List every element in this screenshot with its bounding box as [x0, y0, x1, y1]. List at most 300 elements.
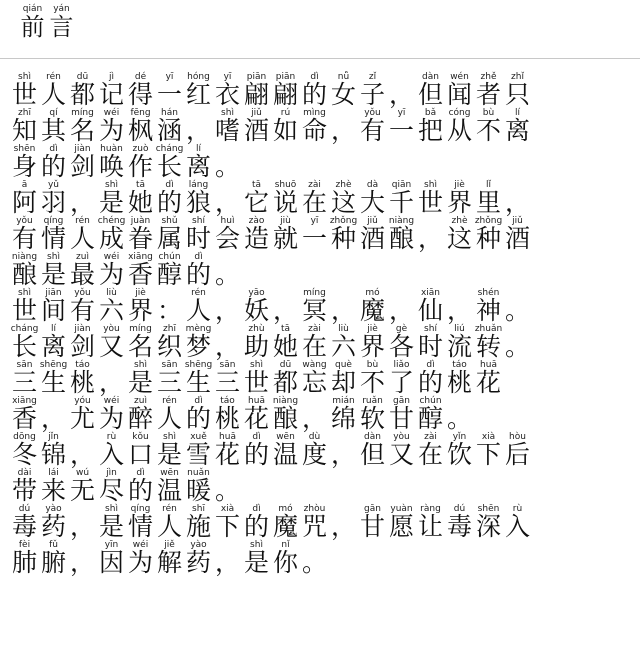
hanzi: 转 [475, 332, 501, 361]
hanzi: ， [185, 116, 211, 145]
hanzi: 人 [40, 80, 66, 109]
pinyin: rú [280, 108, 291, 118]
character-unit [416, 216, 445, 252]
pinyin: nǐ [281, 540, 290, 550]
pinyin: fǔ [49, 540, 58, 550]
page-title [18, 4, 76, 40]
character-unit [445, 504, 474, 540]
hanzi: 的 [127, 476, 153, 505]
hanzi: 深 [475, 512, 501, 541]
hanzi: ， [417, 224, 443, 253]
pinyin: xiāng [12, 396, 37, 406]
hanzi: 来 [40, 476, 66, 505]
character-unit [97, 144, 126, 180]
character-unit [387, 108, 416, 144]
pinyin: gè [395, 324, 408, 334]
hanzi: 了 [388, 368, 414, 397]
character-unit [10, 540, 39, 576]
hanzi: 酿 [11, 260, 37, 289]
hanzi: 界 [127, 296, 153, 325]
character-unit [39, 504, 68, 540]
character-unit [213, 288, 242, 324]
character-unit [126, 216, 155, 252]
character-unit [97, 108, 126, 144]
pinyin: bù [482, 108, 495, 118]
character-unit [300, 432, 329, 468]
character-unit [271, 216, 300, 252]
character-unit [416, 360, 445, 396]
pinyin: míng [129, 324, 152, 334]
hanzi: 情 [127, 512, 153, 541]
pinyin: táo [220, 396, 235, 406]
character-unit [300, 108, 329, 144]
hanzi: 的 [185, 404, 211, 433]
character-unit [358, 108, 387, 144]
hanzi: 一 [301, 224, 327, 253]
hanzi: 织 [156, 332, 182, 361]
hanzi: ， [214, 188, 240, 217]
character-unit [387, 288, 416, 324]
character-unit [474, 360, 503, 396]
hanzi: 温 [272, 440, 298, 469]
hanzi: 这 [330, 188, 356, 217]
character-unit [155, 180, 184, 216]
pinyin: yào [45, 504, 62, 514]
hanzi: 是 [156, 440, 182, 469]
hanzi: 醇 [156, 260, 182, 289]
character-unit [387, 72, 416, 108]
hanzi: 咒 [301, 512, 327, 541]
character-unit [416, 288, 445, 324]
pinyin: rén [162, 396, 177, 406]
hanzi: 尽 [98, 476, 124, 505]
character-unit [68, 540, 97, 576]
character-unit [329, 216, 358, 252]
hanzi: 得 [127, 80, 153, 109]
pinyin: lái [48, 468, 59, 478]
character-unit [300, 72, 329, 108]
character-unit [474, 216, 503, 252]
pinyin: shì [250, 540, 263, 550]
character-unit [503, 504, 532, 540]
character-unit [503, 432, 532, 468]
text-body [10, 72, 635, 576]
hanzi: 却 [330, 368, 356, 397]
pinyin: dú [18, 504, 31, 514]
text-line [10, 468, 635, 504]
hanzi: 人 [69, 224, 95, 253]
pinyin: shì [424, 180, 437, 190]
character-unit [474, 108, 503, 144]
character-unit [213, 504, 242, 540]
character-unit [445, 216, 474, 252]
hanzi: 的 [243, 512, 269, 541]
text-line [10, 108, 635, 144]
hanzi: 饮 [446, 440, 472, 469]
hanzi: 因 [98, 548, 124, 577]
hanzi: 香 [11, 404, 37, 433]
character-unit [126, 72, 155, 108]
character-unit [271, 360, 300, 396]
hanzi: 就 [272, 224, 298, 253]
character-unit [184, 360, 213, 396]
character-unit [213, 144, 242, 180]
hanzi: 涵 [156, 116, 182, 145]
pinyin: ruǎn [362, 396, 383, 406]
hanzi: 毒 [446, 512, 472, 541]
character-unit [329, 72, 358, 108]
pinyin: huàn [100, 144, 123, 154]
character-unit [213, 360, 242, 396]
pinyin: cháng [155, 144, 184, 154]
pinyin: sān [16, 360, 33, 370]
character-unit [300, 504, 329, 540]
hanzi: 梦 [185, 332, 211, 361]
pinyin: piān [246, 72, 267, 82]
hanzi: 酒 [243, 116, 269, 145]
pinyin: wéi [132, 540, 149, 550]
hanzi: 甘 [359, 512, 385, 541]
hanzi: 不 [475, 116, 501, 145]
character-unit [445, 396, 474, 432]
character-unit [126, 288, 155, 324]
hanzi: 情 [40, 224, 66, 253]
character-unit [155, 252, 184, 288]
character-unit [68, 180, 97, 216]
character-unit [10, 324, 39, 360]
pinyin: dōng [13, 432, 36, 442]
pinyin: qíng [130, 504, 151, 514]
pinyin: chún [419, 396, 442, 406]
pinyin: hòu [509, 432, 526, 442]
hanzi: 度 [301, 440, 327, 469]
pinyin: liù [338, 324, 349, 334]
character-unit [445, 72, 474, 108]
hanzi: 的 [243, 440, 269, 469]
character-unit [329, 180, 358, 216]
pinyin: yào [190, 540, 207, 550]
hanzi: 各 [388, 332, 414, 361]
character-unit [10, 288, 39, 324]
pinyin: liú [454, 324, 465, 334]
character-unit [242, 504, 271, 540]
character-unit [300, 360, 329, 396]
character-unit [474, 288, 503, 324]
character-unit [358, 180, 387, 216]
hanzi: 带 [11, 476, 37, 505]
character-unit [474, 324, 503, 360]
hanzi: 香 [127, 260, 153, 289]
character-unit [155, 216, 184, 252]
pinyin: jiǔ [251, 108, 262, 118]
pinyin: dì [252, 504, 261, 514]
hanzi: 世 [11, 296, 37, 325]
pinyin: lí [514, 108, 520, 118]
pinyin: dū [279, 360, 292, 370]
character-unit [10, 468, 39, 504]
hanzi: 的 [40, 152, 66, 181]
hanzi: 剑 [69, 152, 95, 181]
pinyin: táo [452, 360, 467, 370]
hanzi: 花 [243, 404, 269, 433]
pinyin: rén [162, 504, 177, 514]
pinyin: yǒu [74, 288, 91, 298]
hanzi: 种 [330, 224, 356, 253]
hanzi: 醉 [127, 404, 153, 433]
hanzi: 雪 [185, 440, 211, 469]
character-unit [155, 72, 184, 108]
pinyin: liǎo [393, 360, 410, 370]
hanzi: 药 [185, 548, 211, 577]
character-unit [271, 432, 300, 468]
character-unit [18, 4, 47, 40]
hanzi: 温 [156, 476, 182, 505]
character-unit [68, 216, 97, 252]
pinyin: zhè [451, 216, 468, 226]
hanzi: 是 [243, 548, 269, 577]
pinyin: shì [47, 252, 60, 262]
character-unit [97, 216, 126, 252]
pinyin: rén [46, 72, 61, 82]
hanzi: 助 [243, 332, 269, 361]
pinyin: lí [195, 144, 201, 154]
hanzi: 尤 [69, 404, 95, 433]
pinyin: fēng [130, 108, 151, 118]
pinyin: yī [310, 216, 319, 226]
hanzi: ， [330, 440, 356, 469]
pinyin: shì [18, 288, 31, 298]
pinyin: mián [332, 396, 355, 406]
hanzi: 是 [98, 188, 124, 217]
pinyin: qíng [43, 216, 64, 226]
pinyin: huā [480, 360, 497, 370]
character-unit [126, 504, 155, 540]
character-unit [358, 288, 387, 324]
pinyin: sān [219, 360, 236, 370]
character-unit [184, 324, 213, 360]
character-unit [242, 72, 271, 108]
pinyin: cóng [448, 108, 471, 118]
text-line [10, 432, 635, 468]
character-unit [387, 324, 416, 360]
pinyin: yòu [393, 432, 410, 442]
pinyin: jiàn [74, 324, 91, 334]
hanzi: 间 [40, 296, 66, 325]
pinyin: mó [365, 288, 380, 298]
text-line [10, 360, 635, 396]
character-unit [416, 72, 445, 108]
hanzi: 离 [504, 116, 530, 145]
hanzi: 者 [475, 80, 501, 109]
character-unit [155, 288, 184, 324]
character-unit [68, 432, 97, 468]
hanzi: 长 [156, 152, 182, 181]
hanzi: 酒 [359, 224, 385, 253]
hanzi: ， [446, 296, 472, 325]
hanzi: 都 [69, 80, 95, 109]
pinyin: rù [106, 432, 117, 442]
hanzi: 酿 [272, 404, 298, 433]
pinyin: jiàn [74, 144, 91, 154]
hanzi: 她 [272, 332, 298, 361]
hanzi: 红 [185, 80, 211, 109]
pinyin: tā [251, 180, 262, 190]
hanzi: 又 [98, 332, 124, 361]
character-unit [126, 252, 155, 288]
hanzi: 腑 [40, 548, 66, 577]
pinyin: zhě [480, 72, 497, 82]
character-unit [213, 396, 242, 432]
hanzi: 魔 [359, 296, 385, 325]
hanzi: 阿 [11, 188, 37, 217]
hanzi: 。 [214, 260, 240, 289]
hanzi: 冥 [301, 296, 327, 325]
text-line [10, 504, 635, 540]
pinyin: zhǐ [511, 72, 524, 82]
character-unit [184, 216, 213, 252]
pinyin: huì [220, 216, 235, 226]
hanzi: 肺 [11, 548, 37, 577]
pinyin: mèng [185, 324, 212, 334]
character-unit [155, 504, 184, 540]
character-unit [503, 72, 532, 108]
hanzi: 知 [11, 116, 37, 145]
hanzi: 都 [272, 368, 298, 397]
hanzi: 魔 [272, 512, 298, 541]
character-unit [155, 540, 184, 576]
character-unit [445, 432, 474, 468]
hanzi: 后 [504, 440, 530, 469]
pinyin: cháng [10, 324, 39, 334]
character-unit [271, 108, 300, 144]
hanzi: 但 [359, 440, 385, 469]
hanzi: ， [98, 368, 124, 397]
hanzi: 有 [359, 116, 385, 145]
character-unit [184, 540, 213, 576]
hanzi: 会 [214, 224, 240, 253]
character-unit [271, 324, 300, 360]
hanzi: 长 [11, 332, 37, 361]
character-unit [39, 288, 68, 324]
character-unit [242, 288, 271, 324]
pinyin: xià [481, 432, 496, 442]
pinyin: shì [105, 504, 118, 514]
character-unit [184, 432, 213, 468]
hanzi: 离 [185, 152, 211, 181]
hanzi: ， [301, 404, 327, 433]
character-unit [184, 180, 213, 216]
character-unit [242, 360, 271, 396]
hanzi: 大 [359, 188, 385, 217]
character-unit [39, 252, 68, 288]
hanzi: ， [69, 188, 95, 217]
hanzi: 界 [359, 332, 385, 361]
hanzi: 唤 [98, 152, 124, 181]
pinyin: wéi [103, 396, 120, 406]
pinyin: shēn [477, 504, 500, 514]
hanzi: 。 [301, 548, 327, 577]
character-unit [213, 180, 242, 216]
hanzi: 成 [98, 224, 124, 253]
pinyin: liù [106, 288, 117, 298]
hanzi: ， [69, 548, 95, 577]
pinyin: zhè [335, 180, 352, 190]
hanzi: 药 [40, 512, 66, 541]
character-unit [10, 252, 39, 288]
character-unit [300, 540, 329, 576]
text-line [10, 252, 635, 288]
character-unit [39, 72, 68, 108]
hanzi: 桃 [69, 368, 95, 397]
character-unit [445, 180, 474, 216]
character-unit [39, 324, 68, 360]
pinyin: yǔ [47, 180, 60, 190]
hanzi: 。 [214, 152, 240, 181]
hanzi: 人 [156, 404, 182, 433]
pinyin: yǒu [364, 108, 381, 118]
character-unit [155, 468, 184, 504]
character-unit [97, 72, 126, 108]
pinyin: zǐ [368, 72, 377, 82]
pinyin: zuò [132, 144, 149, 154]
character-unit [474, 504, 503, 540]
pinyin: wéi [103, 108, 120, 118]
pinyin: dú [453, 504, 466, 514]
pinyin: qí [49, 108, 58, 118]
pinyin: shí [424, 324, 437, 334]
hanzi: 不 [359, 368, 385, 397]
hanzi: 流 [446, 332, 472, 361]
pinyin: jì [108, 72, 114, 82]
character-unit [242, 180, 271, 216]
hanzi: 入 [98, 440, 124, 469]
pinyin: shì [18, 72, 31, 82]
pinyin: qiān [391, 180, 412, 190]
hanzi: 它 [243, 188, 269, 217]
pinyin: shì [250, 360, 263, 370]
character-unit [503, 216, 532, 252]
pinyin: yāo [248, 288, 265, 298]
character-unit [126, 360, 155, 396]
pinyin: zuì [134, 396, 147, 406]
character-unit [68, 324, 97, 360]
hanzi: 醇 [417, 404, 443, 433]
character-unit [39, 432, 68, 468]
character-unit [213, 468, 242, 504]
pinyin: xiāng [128, 252, 153, 262]
character-unit [474, 72, 503, 108]
hanzi: 酿 [388, 224, 414, 253]
character-unit [503, 180, 532, 216]
pinyin: bù [366, 360, 379, 370]
hanzi: 无 [69, 476, 95, 505]
hanzi: 眷 [127, 224, 153, 253]
hanzi: ， [330, 512, 356, 541]
character-unit [97, 468, 126, 504]
hanzi: 把 [417, 116, 443, 145]
character-unit [300, 288, 329, 324]
hanzi: 三 [156, 368, 182, 397]
character-unit [184, 504, 213, 540]
hanzi: 绵 [330, 404, 356, 433]
hanzi: 造 [243, 224, 269, 253]
character-unit [10, 360, 39, 396]
character-unit [126, 468, 155, 504]
hanzi: 为 [98, 260, 124, 289]
hanzi: 前 [20, 13, 45, 41]
character-unit [416, 180, 445, 216]
hanzi: 枫 [127, 116, 153, 145]
